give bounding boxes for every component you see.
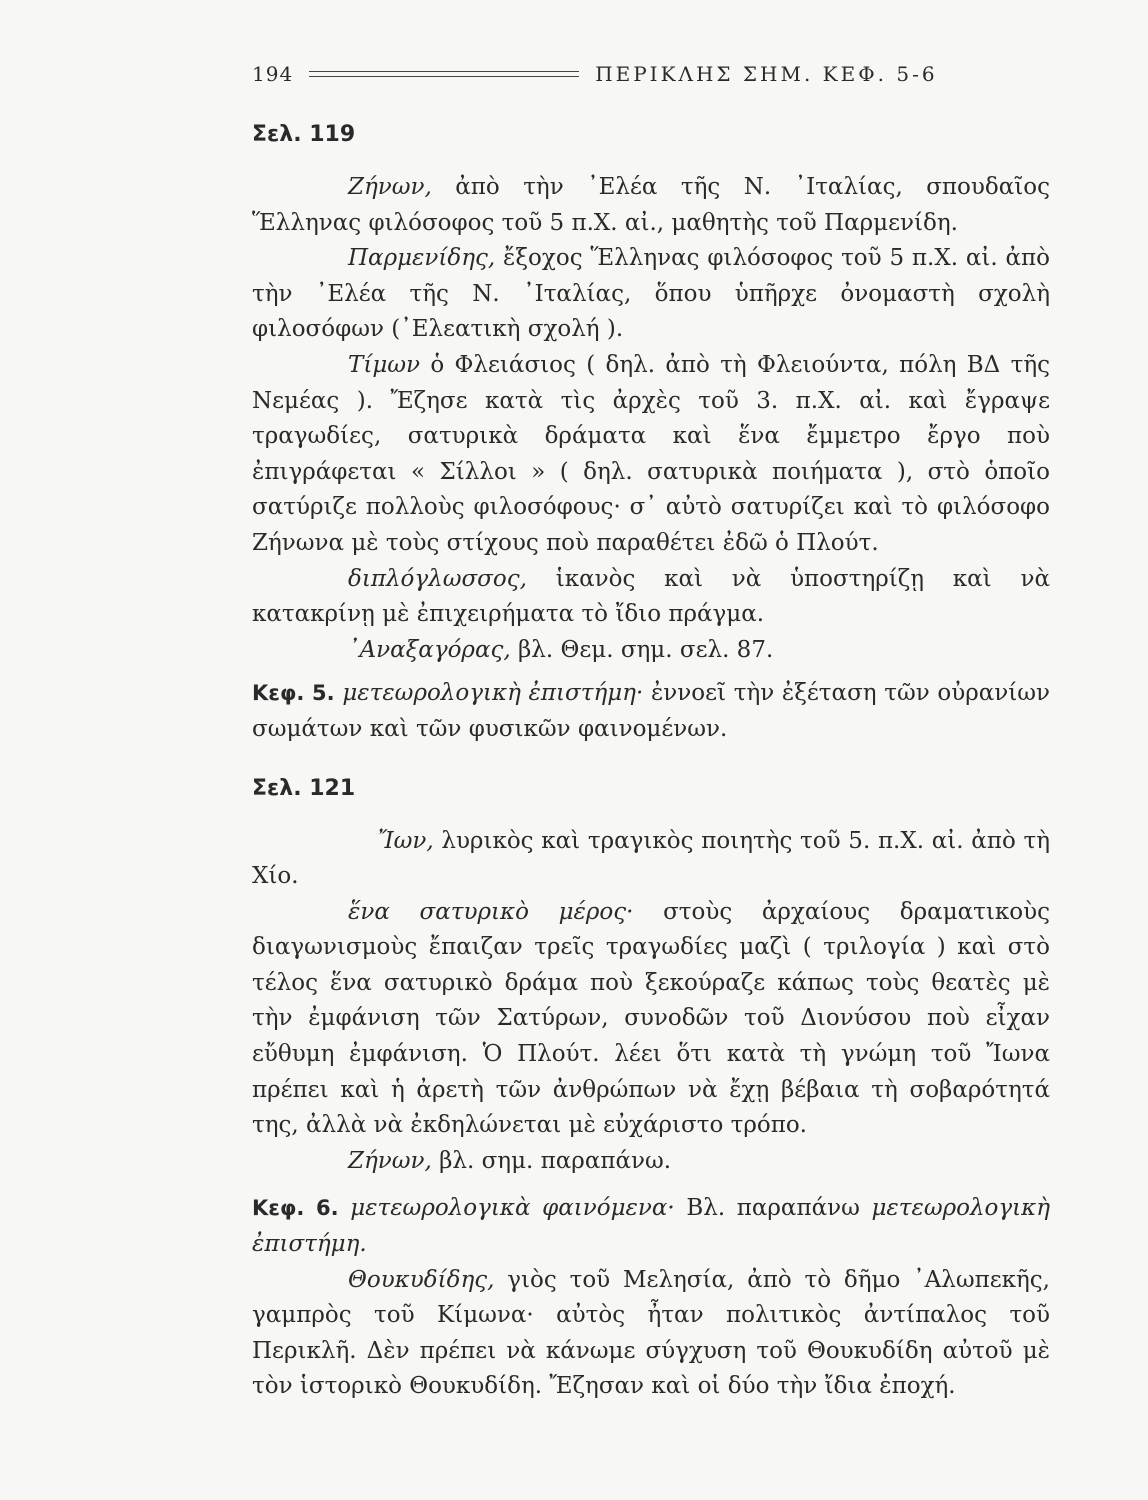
chapter-label: Κεφ. 5. <box>252 681 335 706</box>
note-term: ἕνα σατυρικὸ μέρος· <box>348 898 634 925</box>
note-text: γιὸς τοῦ Μελησία, ἀπὸ τὸ δῆμο ᾿Αλωπεκῆς, γαμπρὸς τοῦ Κίμωνα· αὐτὸς ἦταν πολιτικὸς ἀντίπαλος τοῦ Περικλῆ. Δὲν πρέπει νὰ κάνωμε σύγχυση τοῦ Θουκυδίδη αὐτοῦ μὲ τὸν ἱστορικὸ Θουκυδίδη. Ἔζησαν καὶ οἱ δύο τὴν ἴδια ἐποχή. <box>252 1266 1050 1400</box>
chapter-note <box>252 676 1050 747</box>
chapter-text: Βλ. παραπάνω <box>674 1195 872 1222</box>
note-term: Παρμενίδης, <box>348 245 496 272</box>
note-term: Τίμων <box>348 351 421 378</box>
note-term: Ζήνων, <box>348 1147 432 1174</box>
note-text: ἱκανὸς καὶ νὰ ὑποστηρίζῃ καὶ νὰ κατακρίνῃ μὲ ἐπιχειρήματα τὸ ἴδιο πράγμα. <box>252 565 1050 628</box>
note-entry <box>252 1144 1050 1180</box>
note-term: διπλόγλωσσος, <box>348 565 527 592</box>
page-number: 194 <box>252 62 294 86</box>
note-text: λυρικὸς καὶ τραγικὸς ποιητὴς τοῦ 5. π.Χ. αἰ. ἀπὸ τὴ Χίο. <box>252 827 1050 890</box>
chapter-term-ref: μετεωρολογικὴ ἐπιστήμη. <box>252 1195 1050 1258</box>
note-term: Θουκυδίδης, <box>348 1266 495 1293</box>
note-entry <box>252 1263 1050 1405</box>
page-content <box>252 120 1050 1405</box>
header-rule <box>309 71 579 77</box>
note-entry <box>252 633 1050 669</box>
section-heading: Σελ. 121 <box>252 775 356 801</box>
note-entry <box>252 562 1050 633</box>
note-text: βλ. σημ. παραπάνω. <box>431 1147 672 1174</box>
note-term: Ζήνων, <box>348 174 432 200</box>
note-entry <box>252 824 1050 895</box>
chapter-term: μετεωρολογικὰ φαινόμενα· <box>350 1195 675 1222</box>
note-entry <box>252 170 1050 241</box>
chapter-text: ἐννοεῖ τὴν ἐξέταση τῶν οὐρανίων σωμάτων καὶ τῶν φυσικῶν φαινομένων. <box>252 680 1050 742</box>
note-text: βλ. Θεμ. σημ. σελ. 87. <box>510 636 774 663</box>
note-text: ἔξοχος Ἕλληνας φιλόσοφος τοῦ 5 π.Χ. αἰ. ἀπὸ τὴν ᾿Ελέα τῆς Ν. ᾿Ιταλίας, ὅπου ὑπῆρχε ὀνομαστὴ σχολὴ φιλοσόφων (᾿Ελεατικὴ σχολή ). <box>252 245 1050 343</box>
note-term: ᾿Αναξαγόρας, <box>348 636 511 663</box>
note-entry <box>252 348 1050 562</box>
note-text: στοὺς ἀρχαίους δραματικοὺς διαγωνισμοὺς ἔπαιζαν τρεῖς τραγωδίες μαζὶ ( τριλογία ) καὶ στὸ τέλος ἕνα σατυρικὸ δράμα ποὺ ξεκούραζε κάπως τοὺς θεατὲς μὲ τὴν ἐμφάνιση τῶν Σατύρων, συνοδῶν τοῦ Διονύσου ποὺ εἶχαν εὔθυμη ἐμφάνιση. Ὁ Πλούτ. λέει ὅτι κατὰ τὴ γνώμη τοῦ Ἴωνα πρέπει καὶ ἡ ἀρετὴ τῶν ἀνθρώπων νὰ ἔχῃ βέβαια τὴ σοβαρότητά της, ἀλλὰ νὰ ἐκδηλώνεται μὲ εὐχάριστο τρόπο. <box>252 898 1050 1139</box>
note-text: ἀπὸ τὴν ᾿Ελέα τῆς Ν. ᾿Ιταλίας, σπουδαῖος Ἕλληνας φιλόσοφος τοῦ 5 π.Χ. αἰ., μαθητὴς τοῦ Παρμενίδη. <box>252 174 1050 236</box>
note-term: Ἴων, <box>378 827 434 854</box>
note-entry <box>252 895 1050 1144</box>
chapter-note <box>252 1191 1050 1262</box>
running-title: ΠΕΡΙΚΛΗΣ ΣΗΜ. ΚΕΦ. 5-6 <box>595 62 938 86</box>
chapter-label: Κεφ. 6. <box>252 1196 339 1221</box>
note-entry <box>252 241 1050 348</box>
chapter-term: μετεωρολογικὴ ἐπιστήμη· <box>342 680 644 707</box>
running-head <box>252 62 1044 86</box>
note-text: ὁ Φλειάσιος ( δηλ. ἀπὸ τὴ Φλειούντα, πόλη ΒΔ τῆς Νεμέας ). Ἔζησε κατὰ τὶς ἀρχὲς τοῦ 3. π.Χ. αἰ. καὶ ἔγραψε τραγωδίες, σατυρικὰ δράματα καὶ ἕνα ἔμμετρο ἔργο ποὺ ἐπιγράφεται « Σίλλοι » ( δηλ. σατυρικὰ ποιήματα ), στὸ ὁποῖο σατύριζε πολλοὺς φιλοσόφους· σ᾿ αὐτὸ σατυρίζει καὶ τὸ φιλόσοφο Ζήνωνα μὲ τοὺς στίχους ποὺ παραθέτει ἐδῶ ὁ Πλούτ. <box>252 351 1050 556</box>
section-heading: Σελ. 119 <box>252 122 356 147</box>
